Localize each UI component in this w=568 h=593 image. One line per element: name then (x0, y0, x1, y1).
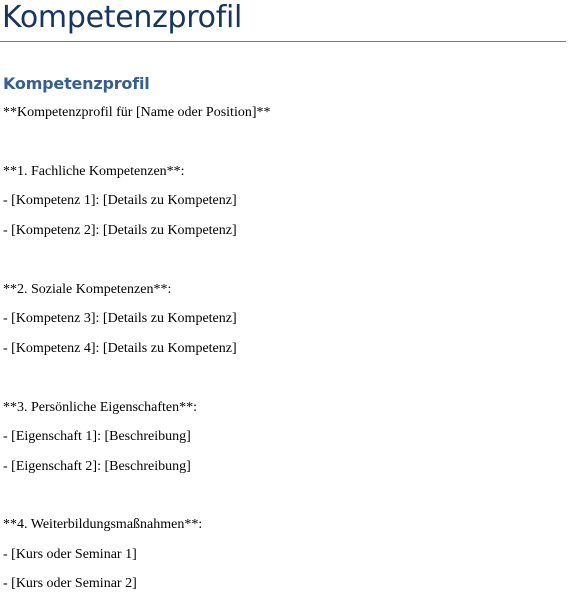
list-item: - [Kompetenz 1]: [Details zu Kompetenz] (3, 193, 237, 208)
list-item: - [Kompetenz 3]: [Details zu Kompetenz] (3, 311, 237, 326)
section-heading: Kompetenzprofil (3, 74, 150, 93)
section-2-heading: **2. Soziale Kompetenzen**: (3, 282, 172, 297)
list-item: - [Kompetenz 2]: [Details zu Kompetenz] (3, 223, 237, 238)
list-item: - [Kurs oder Seminar 2] (3, 576, 137, 591)
title-divider (0, 41, 566, 42)
list-item: - [Eigenschaft 2]: [Beschreibung] (3, 459, 191, 474)
profile-intro-line: **Kompetenzprofil für [Name oder Position]** (3, 105, 271, 120)
list-item: - [Kurs oder Seminar 1] (3, 547, 137, 562)
section-4-heading: **4. Weiterbildungsmaßnahmen**: (3, 517, 203, 532)
list-item: - [Kompetenz 4]: [Details zu Kompetenz] (3, 341, 237, 356)
list-item: - [Eigenschaft 1]: [Beschreibung] (3, 429, 191, 444)
section-1-heading: **1. Fachliche Kompetenzen**: (3, 164, 185, 179)
section-3-heading: **3. Persönliche Eigenschaften**: (3, 400, 198, 415)
document-title: Kompetenzprofil (2, 0, 243, 35)
